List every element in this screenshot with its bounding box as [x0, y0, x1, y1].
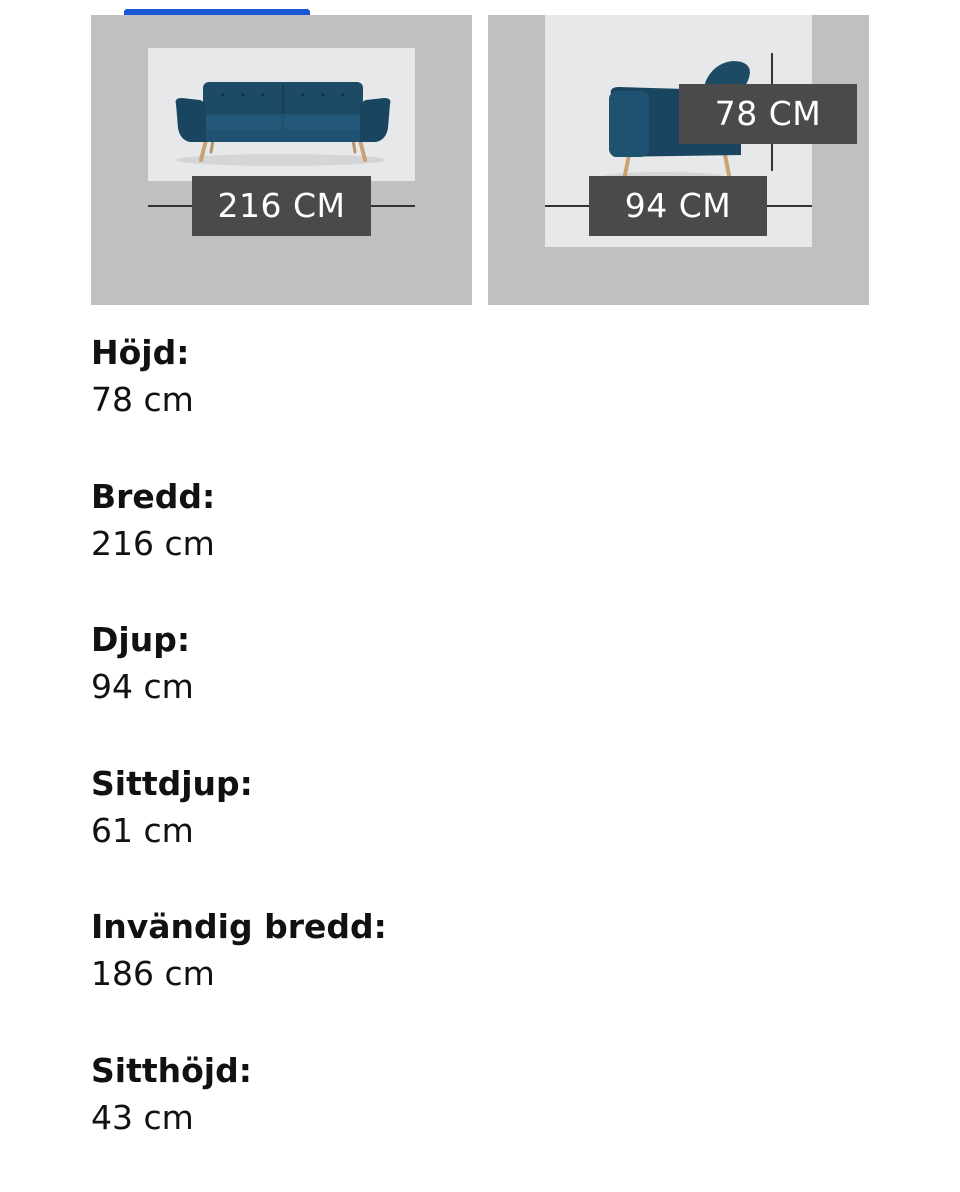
spec-label: Djup:	[91, 620, 191, 660]
spec-height	[91, 330, 387, 474]
sofa-front-illustration	[148, 48, 415, 181]
spec-value: 78 cm	[91, 380, 194, 419]
spec-value: 186 cm	[91, 954, 215, 994]
spec-label: Höjd:	[91, 333, 190, 372]
spec-value: 94 cm	[91, 667, 194, 707]
width-dimension-label: 216 CM	[192, 176, 371, 236]
sofa-side-dimension-image[interactable]	[488, 15, 869, 305]
spec-label: Bredd:	[91, 476, 216, 516]
depth-dimension-label: 94 CM	[589, 176, 767, 236]
spec-value: 216 cm	[91, 523, 215, 563]
height-dimension-label: 78 CM	[679, 84, 857, 144]
dimension-specs-list	[91, 330, 387, 1192]
spec-seat-depth	[91, 761, 387, 905]
spec-depth	[91, 617, 387, 761]
sofa-front-dimension-image[interactable]	[91, 15, 472, 305]
spec-label: Invändig bredd:	[91, 907, 387, 947]
spec-seat-height	[91, 1048, 387, 1192]
spec-width	[91, 474, 387, 618]
spec-value: 43 cm	[91, 1097, 194, 1137]
spec-label: Sitthöjd:	[91, 1050, 252, 1090]
spec-label: Sittdjup:	[91, 763, 253, 803]
spec-value: 61 cm	[91, 810, 194, 850]
spec-inner-width	[91, 904, 387, 1048]
sofa-front-photo	[148, 48, 415, 181]
